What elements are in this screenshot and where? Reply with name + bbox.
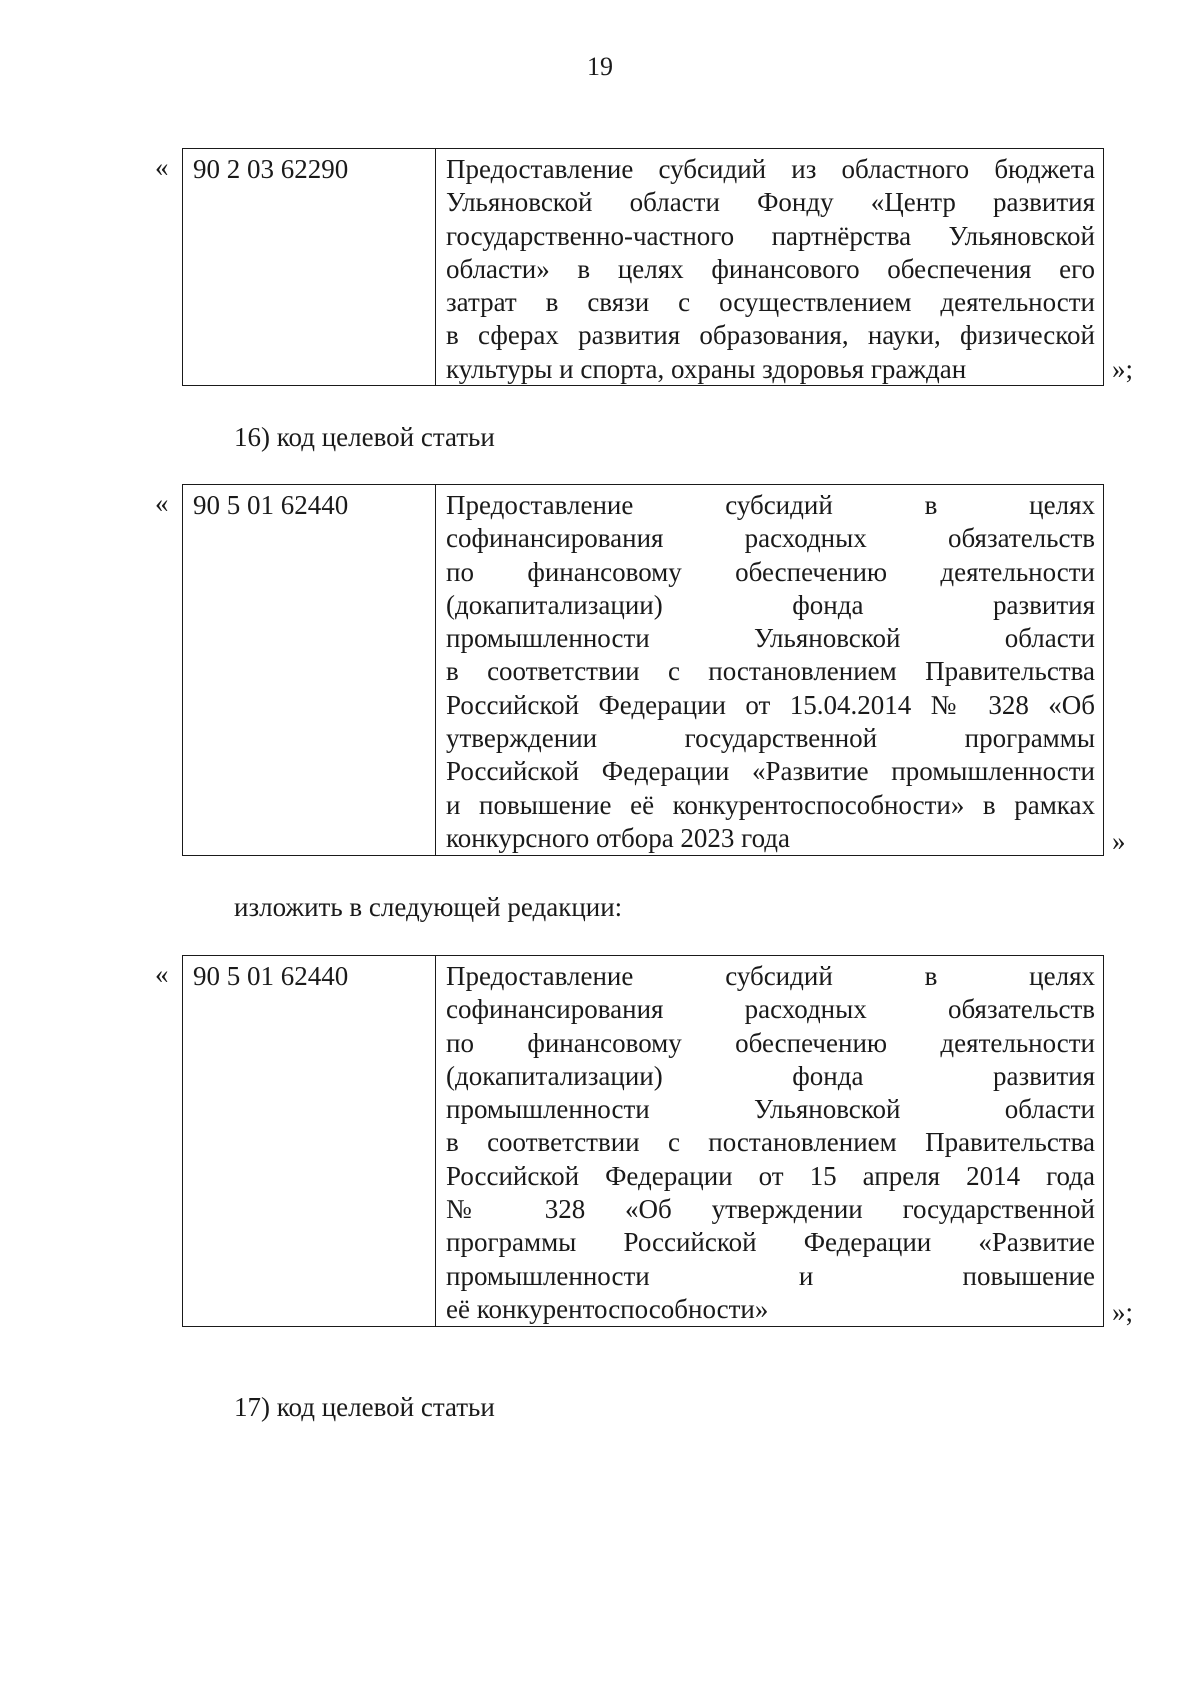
target-description: [436, 485, 1103, 855]
description-line: программы Российской Федерации «Развитие: [446, 1227, 1095, 1258]
page-number: 19: [587, 52, 613, 81]
item-17-heading: 17) код целевой статьи: [234, 1392, 495, 1422]
target-code: 90 5 01 62440: [183, 485, 436, 855]
description-line: промышленности и повышение: [446, 1260, 1095, 1291]
description-line: области» в целях финансового обеспечения его: [446, 253, 1095, 284]
description-line: Российской Федерации «Развитие промышленности: [446, 756, 1095, 787]
description-line: культуры и спорта, охраны здоровья граждан: [446, 353, 967, 384]
description-line: Ульяновской области Фонду «Центр развития: [446, 187, 1095, 218]
item-16-heading: 16) код целевой статьи: [234, 422, 495, 452]
description-line: Российской Федерации от 15 апреля 2014 года: [446, 1160, 1095, 1191]
restate-instruction: изложить в следующей редакции:: [234, 892, 623, 922]
code-table: [182, 148, 1104, 386]
description-line: (докапитализации) фонда развития: [446, 1060, 1095, 1091]
description-line: Предоставление субсидий из областного бюджета: [446, 154, 1095, 184]
opening-quote: «: [155, 959, 169, 989]
closing-quote: »;: [1112, 1297, 1134, 1327]
description-line: № 328 «Об утверждении государственной: [446, 1194, 1095, 1225]
description-line: Предоставление субсидий в целях: [446, 490, 1095, 520]
description-line: в сферах развития образования, науки, физической: [446, 320, 1095, 351]
target-code: 90 2 03 62290: [183, 149, 436, 385]
target-code: 90 5 01 62440: [183, 956, 436, 1326]
description-line: в соответствии с постановлением Правительства: [446, 656, 1095, 687]
description-line: промышленности Ульяновской области: [446, 1094, 1095, 1125]
description-line: Предоставление субсидий в целях: [446, 961, 1095, 991]
code-table: [182, 955, 1104, 1327]
description-line: софинансирования расходных обязательств: [446, 994, 1095, 1025]
description-line: и повышение её конкурентоспособности» в рамках: [446, 789, 1095, 820]
description-line: Российской Федерации от 15.04.2014 № 328 «Об: [446, 689, 1095, 720]
closing-quote: »;: [1112, 354, 1134, 384]
opening-quote: «: [155, 488, 169, 518]
description-line: софинансирования расходных обязательств: [446, 523, 1095, 554]
description-line: (докапитализации) фонда развития: [446, 589, 1095, 620]
description-line: затрат в связи с осуществлением деятельности: [446, 287, 1095, 318]
description-line: конкурсного отбора 2023 года: [446, 822, 791, 853]
description-line: по финансовому обеспечению деятельности: [446, 1027, 1095, 1058]
description-line: государственно-частного партнёрства Ульяновской: [446, 220, 1095, 251]
code-table: [182, 484, 1104, 856]
description-line: промышленности Ульяновской области: [446, 623, 1095, 654]
target-description: [436, 149, 1103, 385]
description-line: утверждении государственной программы: [446, 723, 1095, 754]
target-description: [436, 956, 1103, 1326]
opening-quote: «: [155, 152, 169, 182]
description-line: в соответствии с постановлением Правительства: [446, 1127, 1095, 1158]
description-line: по финансовому обеспечению деятельности: [446, 556, 1095, 587]
description-line: её конкурентоспособности»: [446, 1293, 769, 1324]
closing-quote: »: [1112, 826, 1126, 856]
